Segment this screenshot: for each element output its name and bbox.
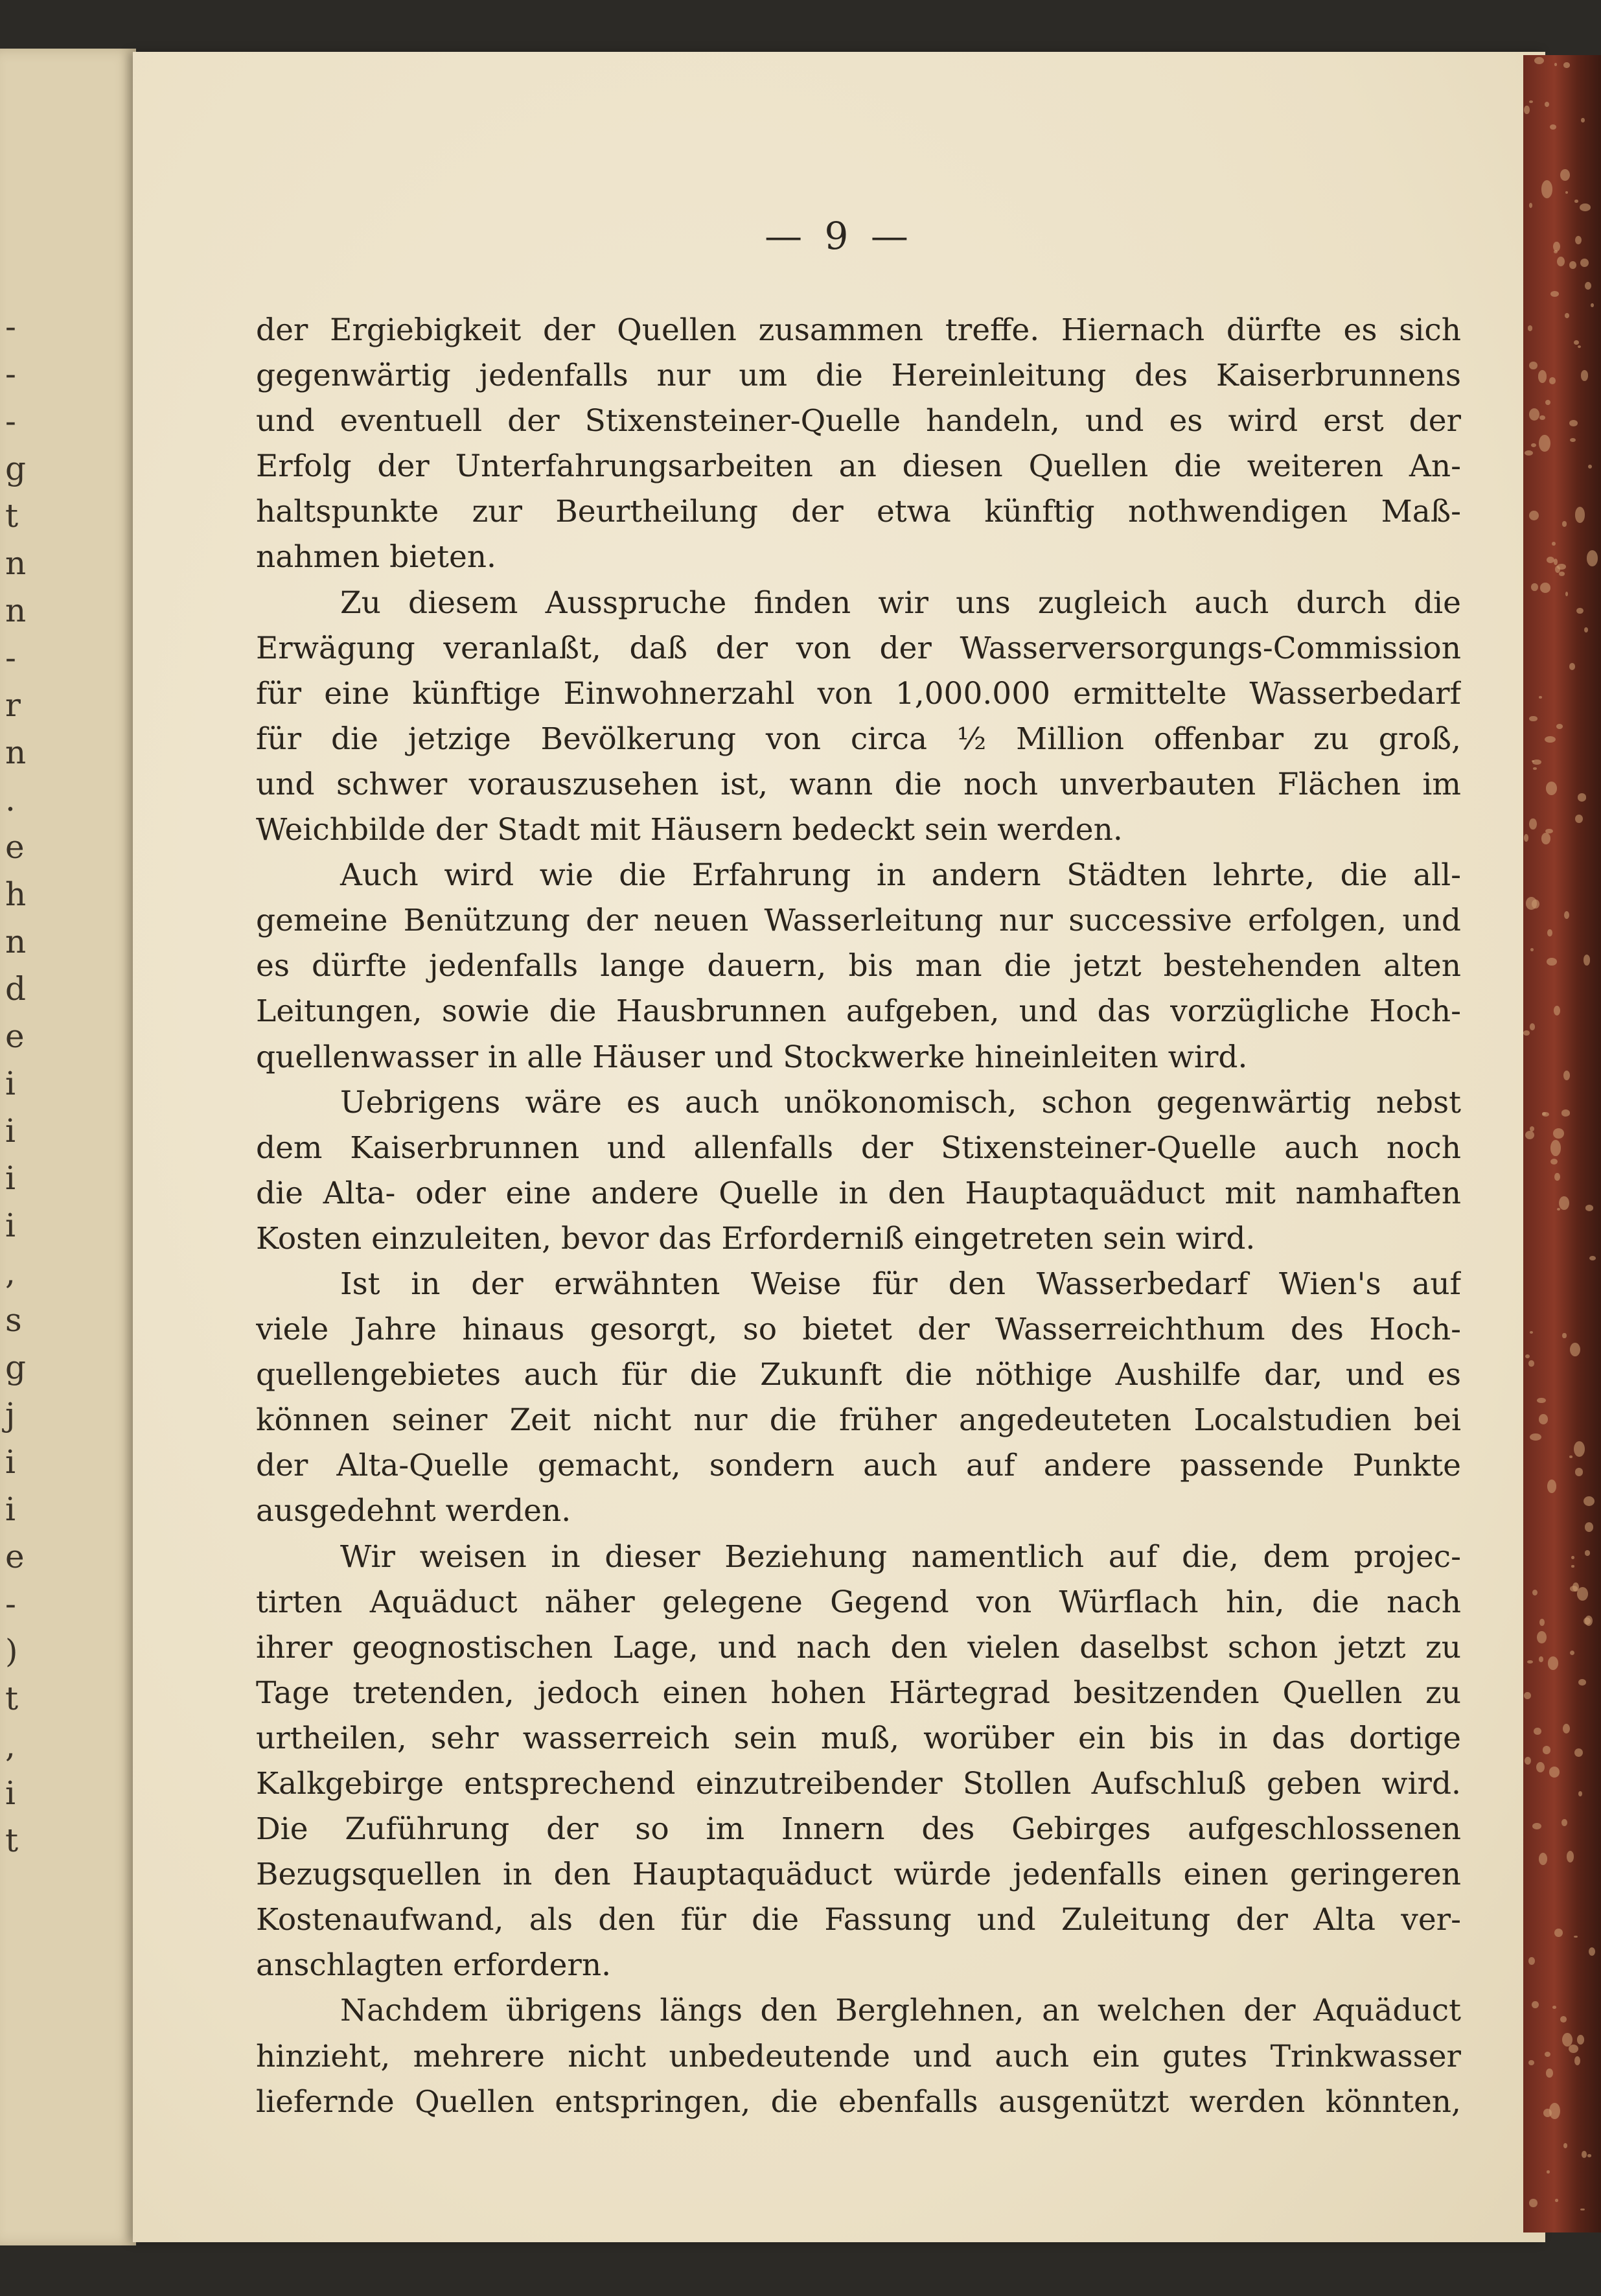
marble-speck bbox=[1585, 1522, 1593, 1532]
marble-speck bbox=[1581, 370, 1589, 380]
text-line: nahmen bieten. bbox=[256, 539, 496, 575]
marble-speck bbox=[1548, 1656, 1558, 1670]
marble-speck bbox=[1587, 550, 1598, 566]
marble-speck bbox=[1574, 340, 1579, 344]
marble-speck bbox=[1585, 282, 1591, 290]
marble-speck bbox=[1560, 2016, 1567, 2023]
marble-speck bbox=[1589, 1947, 1595, 1956]
marble-speck bbox=[1534, 1728, 1541, 1735]
marble-speck bbox=[1581, 118, 1585, 123]
marble-speck bbox=[1589, 1256, 1596, 1260]
marble-speck bbox=[1539, 435, 1550, 452]
marble-speck bbox=[1529, 716, 1538, 722]
text-line: Wir weisen in dieser Beziehung namentlich auf die, dem projec- bbox=[340, 1538, 1461, 1575]
marble-speck bbox=[1574, 1441, 1585, 1457]
marble-speck bbox=[1555, 2199, 1558, 2202]
text-line: ihrer geognostischen Lage, und nach den vielen daselbst schon jetzt zu bbox=[256, 1629, 1461, 1665]
left-edge-char: i bbox=[5, 1774, 16, 1812]
marble-speck bbox=[1543, 2109, 1552, 2116]
marble-speck bbox=[1552, 2006, 1556, 2009]
text-line: Uebrigens wäre es auch unökonomisch, schon gegenwärtig nebst bbox=[340, 1084, 1461, 1120]
marble-speck bbox=[1569, 420, 1578, 426]
marble-speck bbox=[1585, 1205, 1594, 1211]
marble-speck bbox=[1578, 793, 1586, 801]
text-line: Erfolg der Unterfahrungsarbeiten an diesen Quellen die weiteren An- bbox=[256, 448, 1461, 485]
marble-speck bbox=[1543, 1746, 1550, 1754]
marble-speck bbox=[1539, 696, 1542, 699]
marble-speck bbox=[1547, 557, 1554, 563]
marble-speck bbox=[1525, 1131, 1534, 1139]
marble-speck bbox=[1569, 663, 1576, 670]
marble-speck bbox=[1545, 400, 1550, 404]
marble-speck bbox=[1545, 736, 1556, 743]
marble-speck bbox=[1561, 1109, 1570, 1116]
marble-speck bbox=[1587, 2154, 1591, 2157]
marble-speck bbox=[1553, 242, 1560, 251]
marble-speck bbox=[1554, 1006, 1560, 1015]
text-line: tirten Aquäduct näher gelegene Gegend von Würflach hin, die nach bbox=[256, 1584, 1461, 1620]
left-edge-char: n bbox=[5, 544, 27, 582]
marble-speck bbox=[1554, 63, 1557, 65]
text-line: liefernde Quellen entspringen, die ebenfalls ausgenützt werden könnten, bbox=[256, 2083, 1461, 2120]
marble-speck bbox=[1563, 62, 1570, 67]
marble-speck bbox=[1552, 542, 1555, 546]
marble-speck bbox=[1557, 1208, 1560, 1211]
text-line: Zu diesem Ausspruche finden wir uns zugleich auch durch die bbox=[340, 585, 1461, 621]
left-edge-char: s bbox=[5, 1301, 22, 1339]
left-page-edge bbox=[0, 49, 136, 2245]
marble-speck bbox=[1539, 1619, 1544, 1626]
marble-speck bbox=[1577, 2035, 1584, 2044]
marble-speck bbox=[1532, 1823, 1541, 1830]
text-line: Nachdem übrigens längs den Berglehnen, an welchen der Aquäduct bbox=[340, 1993, 1461, 2029]
marble-speck bbox=[1529, 2199, 1537, 2207]
text-line: Ist in der erwähnten Weise für den Wasserbedarf Wien's auf bbox=[340, 1266, 1461, 1302]
text-line: dem Kaiserbrunnen und allenfalls der Stixensteiner-Quelle auch noch bbox=[256, 1130, 1461, 1166]
marble-speck bbox=[1538, 370, 1547, 382]
marble-speck bbox=[1575, 507, 1585, 523]
marble-speck bbox=[1524, 1692, 1531, 1699]
marble-speck bbox=[1539, 1656, 1543, 1662]
marble-speck bbox=[1530, 948, 1534, 951]
marble-speck bbox=[1561, 1819, 1567, 1827]
text-line: urtheilen, sehr wasserreich sein muß, worüber ein bis in das dortige bbox=[256, 1720, 1461, 1756]
marble-speck bbox=[1545, 2052, 1550, 2057]
text-line: Kalkgebirge entsprechend einzutreibender Stollen Aufschluß geben wird. bbox=[256, 1766, 1461, 1802]
left-edge-char: , bbox=[5, 1254, 16, 1292]
text-line: gemeine Benützung der neuen Wasserleitung nur successive erfolgen, und bbox=[256, 903, 1461, 939]
left-edge-char: t bbox=[5, 1680, 19, 1717]
text-line: es dürfte jedenfalls lange dauern, bis man die jetzt bestehenden alten bbox=[256, 948, 1461, 984]
marble-speck bbox=[1547, 958, 1557, 966]
marble-speck bbox=[1559, 1196, 1569, 1210]
marble-speck bbox=[1574, 1936, 1578, 1938]
left-edge-char: - bbox=[5, 355, 16, 393]
marble-speck bbox=[1575, 815, 1583, 823]
marble-speck bbox=[1572, 1583, 1579, 1592]
marble-speck bbox=[1575, 236, 1582, 244]
marble-speck bbox=[1574, 2056, 1580, 2065]
marble-speck bbox=[1550, 1140, 1561, 1155]
marble-speck bbox=[1554, 1173, 1560, 1181]
marble-speck bbox=[1556, 724, 1563, 729]
marble-speck bbox=[1580, 203, 1591, 211]
marble-speck bbox=[1584, 1496, 1595, 1507]
marble-speck bbox=[1530, 1331, 1533, 1334]
marble-speck bbox=[1585, 1550, 1590, 1555]
left-edge-char: e bbox=[5, 828, 25, 866]
text-line: viele Jahre hinaus gesorgt, so bietet der Wasserreichthum des Hoch- bbox=[256, 1312, 1461, 1348]
marble-speck bbox=[1537, 1631, 1547, 1643]
marble-speck bbox=[1578, 345, 1581, 348]
marble-speck bbox=[1529, 100, 1533, 103]
marble-speck bbox=[1584, 627, 1588, 632]
text-line: quellengebietes auch für die Zukunft die nöthige Aushilfe dar, und es bbox=[256, 1357, 1461, 1393]
left-edge-char: i bbox=[5, 1490, 16, 1528]
text-line: haltspunkte zur Beurtheilung der etwa künftig nothwendigen Maß- bbox=[256, 494, 1461, 530]
marble-speck bbox=[1591, 303, 1594, 307]
marble-speck bbox=[1571, 1556, 1574, 1559]
text-line: Leitungen, sowie die Hausbrunnen aufgeben, und das vorzügliche Hoch- bbox=[256, 993, 1461, 1030]
marble-speck bbox=[1528, 325, 1532, 330]
marble-speck bbox=[1527, 1660, 1533, 1664]
marble-speck bbox=[1564, 911, 1569, 919]
text-line: Erwägung veranlaßt, daß der von der Wasserversorgungs-Commission bbox=[256, 630, 1461, 666]
marble-speck bbox=[1547, 929, 1552, 936]
marble-speck bbox=[1529, 408, 1540, 421]
text-line: die Alta- oder eine andere Quelle in den Hauptaquäduct mit namhaften bbox=[256, 1175, 1461, 1211]
left-edge-char: , bbox=[5, 1727, 16, 1765]
marble-speck bbox=[1563, 2143, 1567, 2148]
marble-speck bbox=[1532, 899, 1539, 909]
marble-speck bbox=[1530, 1023, 1536, 1030]
text-line: und eventuell der Stixensteiner-Quelle handeln, und es wird erst der bbox=[256, 403, 1461, 439]
marble-speck bbox=[1553, 1128, 1564, 1139]
page-number: — 9 — bbox=[765, 214, 914, 258]
marble-speck bbox=[1565, 592, 1568, 596]
body-text bbox=[256, 308, 1461, 2125]
marble-speck bbox=[1574, 200, 1578, 203]
marble-speck bbox=[1565, 191, 1568, 194]
marble-speck bbox=[1562, 1333, 1566, 1339]
marble-speck bbox=[1530, 1433, 1541, 1441]
left-edge-char: - bbox=[5, 402, 16, 440]
marble-speck bbox=[1554, 1929, 1563, 1937]
marble-speck bbox=[1571, 1565, 1574, 1567]
marble-speck bbox=[1531, 583, 1538, 592]
text-line: quellenwasser in alle Häuser und Stockwerke hineinleiten wird. bbox=[256, 1039, 1248, 1075]
marble-speck bbox=[1528, 2060, 1534, 2065]
text-line: Kosten einzuleiten, bevor das Erforderniß eingetreten sein wird. bbox=[256, 1220, 1256, 1257]
marble-speck bbox=[1578, 1791, 1582, 1796]
marble-speck bbox=[1532, 2001, 1539, 2009]
text-line: hinzieht, mehrere nicht unbedeutende und auch ein gutes Trinkwasser bbox=[256, 2038, 1461, 2074]
marble-speck bbox=[1531, 443, 1536, 447]
left-edge-char: i bbox=[5, 1443, 16, 1481]
book-page bbox=[133, 52, 1545, 2242]
marble-speck bbox=[1528, 1957, 1535, 1964]
marble-speck bbox=[1585, 1616, 1593, 1626]
left-edge-char: i bbox=[5, 1207, 16, 1244]
marble-speck bbox=[1580, 259, 1589, 267]
marble-speck bbox=[1533, 767, 1536, 770]
left-edge-char: n bbox=[5, 923, 27, 960]
marble-speck bbox=[1562, 521, 1567, 526]
marble-speck bbox=[1539, 1853, 1547, 1865]
marble-speck bbox=[1576, 608, 1584, 614]
text-line: Die Zuführung der so im Innern des Gebirges aufgeschlossenen bbox=[256, 1811, 1461, 1848]
text-line: Bezugsquellen in den Hauptaquäduct würde jedenfalls einen geringeren bbox=[256, 1857, 1461, 1893]
left-edge-char: - bbox=[5, 308, 16, 345]
marble-speck bbox=[1550, 1159, 1558, 1165]
marble-speck bbox=[1582, 2151, 1587, 2158]
marble-speck bbox=[1570, 1343, 1580, 1356]
left-edge-char: j bbox=[5, 1396, 16, 1433]
marble-speck bbox=[1541, 833, 1550, 844]
marble-speck bbox=[1525, 1354, 1530, 1358]
marble-speck bbox=[1580, 2209, 1584, 2211]
marble-speck bbox=[1529, 818, 1536, 830]
text-line: für eine künftige Einwohnerzahl von 1,000.000 ermittelte Wasserbedarf bbox=[256, 675, 1461, 712]
marble-speck bbox=[1525, 1757, 1531, 1765]
left-edge-char: r bbox=[5, 686, 21, 724]
marble-speck bbox=[1541, 180, 1553, 198]
text-line: Weichbilde der Stadt mit Häusern bedeckt sein werden. bbox=[256, 812, 1123, 848]
left-edge-char: i bbox=[5, 1159, 16, 1197]
marble-speck bbox=[1524, 834, 1529, 842]
text-line: anschlagten erfordern. bbox=[256, 1947, 612, 1984]
marble-speck bbox=[1539, 415, 1545, 421]
marble-speck bbox=[1546, 782, 1557, 795]
left-edge-char: i bbox=[5, 1065, 16, 1102]
left-edge-char: - bbox=[5, 639, 16, 677]
left-edge-char: g bbox=[5, 1349, 27, 1386]
marble-speck bbox=[1537, 1398, 1545, 1403]
marble-speck bbox=[1532, 1590, 1538, 1595]
left-edge-char: - bbox=[5, 1585, 16, 1623]
marble-speck bbox=[1570, 438, 1576, 442]
marble-speck bbox=[1578, 1679, 1586, 1686]
text-line: können seiner Zeit nicht nur die früher angedeuteten Localstudien bei bbox=[256, 1402, 1461, 1439]
marble-speck bbox=[1539, 1414, 1548, 1424]
marble-speck bbox=[1554, 559, 1558, 565]
marble-speck bbox=[1569, 1455, 1572, 1459]
text-line: und schwer vorauszusehen ist, wann die noch unverbauten Flächen im bbox=[256, 766, 1461, 802]
marble-speck bbox=[1540, 583, 1550, 593]
left-edge-char: t bbox=[5, 1822, 19, 1859]
left-edge-char: n bbox=[5, 734, 27, 771]
marble-speck bbox=[1545, 102, 1549, 107]
marble-speck bbox=[1560, 169, 1570, 181]
marble-speck bbox=[1559, 572, 1565, 575]
book-binding bbox=[1523, 55, 1601, 2232]
left-edge-char: n bbox=[5, 592, 27, 629]
marble-speck bbox=[1547, 2170, 1550, 2173]
marble-speck bbox=[1574, 1748, 1583, 1757]
marble-speck bbox=[1550, 124, 1556, 130]
marble-speck bbox=[1557, 257, 1565, 266]
text-line: Auch wird wie die Erfahrung in andern Städten lehrte, die all- bbox=[340, 857, 1461, 894]
left-edge-char: h bbox=[5, 875, 27, 913]
marble-speck bbox=[1528, 1360, 1534, 1367]
marble-speck bbox=[1529, 362, 1538, 369]
marble-speck bbox=[1569, 2045, 1578, 2053]
marble-speck bbox=[1532, 760, 1541, 765]
left-edge-char: ) bbox=[5, 1632, 18, 1670]
marble-speck bbox=[1549, 377, 1556, 384]
text-line: der Ergiebigkeit der Quellen zusammen treffe. Hiernach dürfte es sich bbox=[256, 312, 1461, 348]
left-edge-char: d bbox=[5, 970, 27, 1008]
marble-speck bbox=[1569, 261, 1576, 269]
text-line: der Alta-Quelle gemacht, sondern auch auf andere passende Punkte bbox=[256, 1448, 1461, 1484]
left-edge-char: . bbox=[5, 781, 16, 818]
text-line: ausgedehnt werden. bbox=[256, 1493, 571, 1529]
marble-speck bbox=[1570, 1651, 1574, 1655]
text-line: gegenwärtig jedenfalls nur um die Hereinleitung des Kaiserbrunnens bbox=[256, 358, 1461, 394]
marble-speck bbox=[1546, 2069, 1552, 2078]
marble-speck bbox=[1529, 203, 1532, 208]
text-line: für die jetzige Bevölkerung von circa ½ Million offenbar zu groß, bbox=[256, 721, 1461, 757]
marble-speck bbox=[1530, 1126, 1535, 1131]
marble-speck bbox=[1575, 1468, 1583, 1476]
marble-speck bbox=[1550, 291, 1559, 297]
text-line: Kostenaufwand, als den für die Fassung und Zuleitung der Alta ver- bbox=[256, 1902, 1461, 1938]
left-edge-char: e bbox=[5, 1017, 25, 1055]
marble-speck bbox=[1565, 313, 1569, 318]
marble-speck bbox=[1547, 1479, 1556, 1493]
marble-speck bbox=[1563, 1724, 1570, 1734]
left-edge-char: i bbox=[5, 1112, 16, 1150]
text-line: Tage tretenden, jedoch einen hohen Härtegrad besitzenden Quellen zu bbox=[256, 1675, 1461, 1711]
left-edge-char: t bbox=[5, 497, 19, 535]
marble-speck bbox=[1588, 465, 1592, 469]
marble-speck bbox=[1524, 106, 1529, 114]
left-edge-char: g bbox=[5, 450, 27, 487]
marble-speck bbox=[1563, 1071, 1570, 1080]
marble-speck bbox=[1534, 57, 1544, 64]
marble-speck bbox=[1549, 1767, 1560, 1777]
marble-speck bbox=[1584, 955, 1590, 965]
left-page-cutoff-text bbox=[0, 49, 136, 2245]
marble-speck bbox=[1523, 1030, 1530, 1036]
marble-speck bbox=[1525, 450, 1533, 456]
marble-speck bbox=[1567, 1851, 1574, 1862]
marble-speck bbox=[1536, 1762, 1545, 1772]
marble-speck bbox=[1529, 511, 1539, 520]
left-edge-char: e bbox=[5, 1538, 25, 1575]
